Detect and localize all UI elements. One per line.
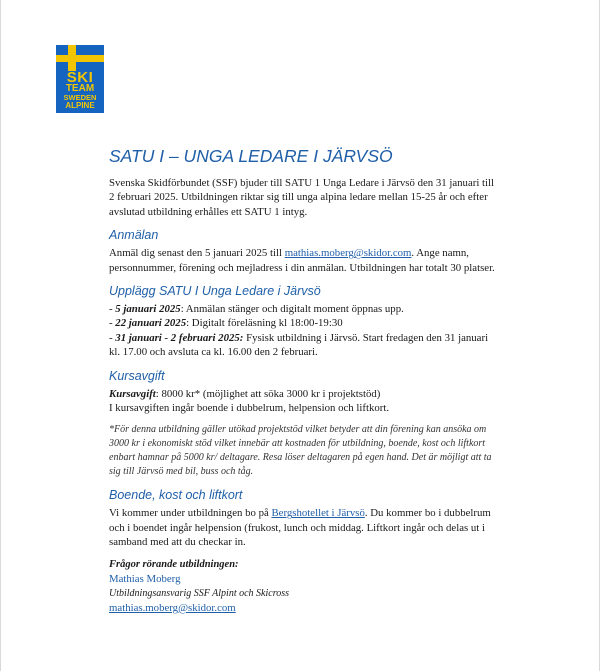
- anmalan-text-before: Anmäl dig senast den 5 januari 2025 till: [109, 247, 285, 260]
- upplagg-item: [109, 331, 501, 360]
- kursavgift-footnote: *För denna utbildning gäller utökad projektstöd vilket betyder att din förening kan ansöka om 3000 kr i ekonomiskt stöd vilket innebär att kostnaden för utbildning, boende, kost och liftkort enbart hamnar på 5000 kr/ deltagare. Resa löser deltagaren på egen hand. Det är möjligt att ta sig till Järvsö med bil, buss och tåg.: [109, 424, 492, 478]
- logo-text-ski: SKI: [66, 69, 94, 86]
- item-prefix: -: [109, 317, 116, 330]
- item-text: : Anmälan stänger och digitalt moment öppnas upp.: [180, 303, 404, 316]
- page-title: SATU I – UNGA LEDARE I JÄRVSÖ: [109, 146, 393, 166]
- kursavgift-label: Kursavgift: [109, 387, 156, 400]
- section-heading-kursavgift: Kursavgift: [109, 368, 165, 383]
- contact-block: [109, 558, 501, 616]
- item-prefix: -: [109, 303, 116, 316]
- item-date: 22 januari 2025: [115, 317, 187, 330]
- kursavgift-price: : 8000 kr* (möjlighet att söka 3000 kr i projektstöd): [155, 387, 381, 400]
- item-date: 31 januari - 2 februari 2025:: [115, 331, 244, 344]
- upplagg-item: [109, 316, 501, 330]
- section-heading-boende: Boende, kost och liftkort: [109, 488, 243, 503]
- boende-paragraph: [109, 506, 501, 549]
- flag-cross-horizontal: [56, 55, 104, 62]
- anmalan-text-after: . Ange namn, personnummer, förening och mejladress i din anmälan. Utbildningen har totalt 30 platser.: [109, 247, 495, 274]
- section-heading-upplagg: Upplägg SATU I Unga Ledare i Järvsö: [109, 284, 321, 299]
- item-prefix: -: [109, 331, 116, 344]
- anmalan-email-link[interactable]: mathias.moberg@skidor.com: [284, 247, 412, 260]
- kursavgift-line: [109, 387, 501, 401]
- contact-role: Utbildningsansvarig SSF Alpint och Skicross: [109, 587, 289, 599]
- bergshotellet-link[interactable]: Bergshotellet i Järvsö: [271, 507, 365, 520]
- item-text: : Digitalt föreläsning kl 18:00-19:30: [186, 317, 343, 330]
- ski-team-sweden-logo: [56, 45, 104, 113]
- item-date: 5 januari 2025: [115, 303, 181, 316]
- kursavgift-includes: I kursavgiften ingår boende i dubbelrum, helpension och liftkort.: [109, 402, 390, 415]
- contact-email-link[interactable]: mathias.moberg@skidor.com: [109, 601, 236, 614]
- intro-paragraph: Svenska Skidförbundet (SSF) bjuder till SATU 1 Unga Ledare i Järvsö den 31 januari till 2 februari 2025. Utbildningen riktar sig till unga alpina ledare mellan 15-25 år och efter avslutad utbildning erhålles ett SATU 1 intyg.: [109, 177, 495, 218]
- logo-text-sweden: SWEDEN: [63, 93, 97, 102]
- anmalan-paragraph: [109, 246, 501, 275]
- boende-text-before: Vi kommer under utbildningen bo på: [109, 507, 272, 520]
- section-heading-anmalan: Anmälan: [109, 228, 159, 243]
- document-body: [109, 146, 501, 615]
- boende-text-after: . Du kommer bo i dubbelrum och i boendet ingår helpension (frukost, lunch och middag. Liftkort ingår och delas ut i samband med att du checkar in.: [109, 507, 491, 549]
- contact-name: Mathias Moberg: [109, 573, 181, 586]
- logo-text-alpine: ALPINE: [65, 101, 95, 110]
- upplagg-item: [109, 302, 501, 316]
- item-text: Fysisk utbildning i Järvsö. Start fredagen den 31 januari kl. 17.00 och avsluta ca kl. 16.00 den 2 februari.: [109, 331, 489, 359]
- logo-text-team: TEAM: [65, 83, 95, 94]
- contact-label: Frågor rörande utbildningen:: [109, 558, 239, 570]
